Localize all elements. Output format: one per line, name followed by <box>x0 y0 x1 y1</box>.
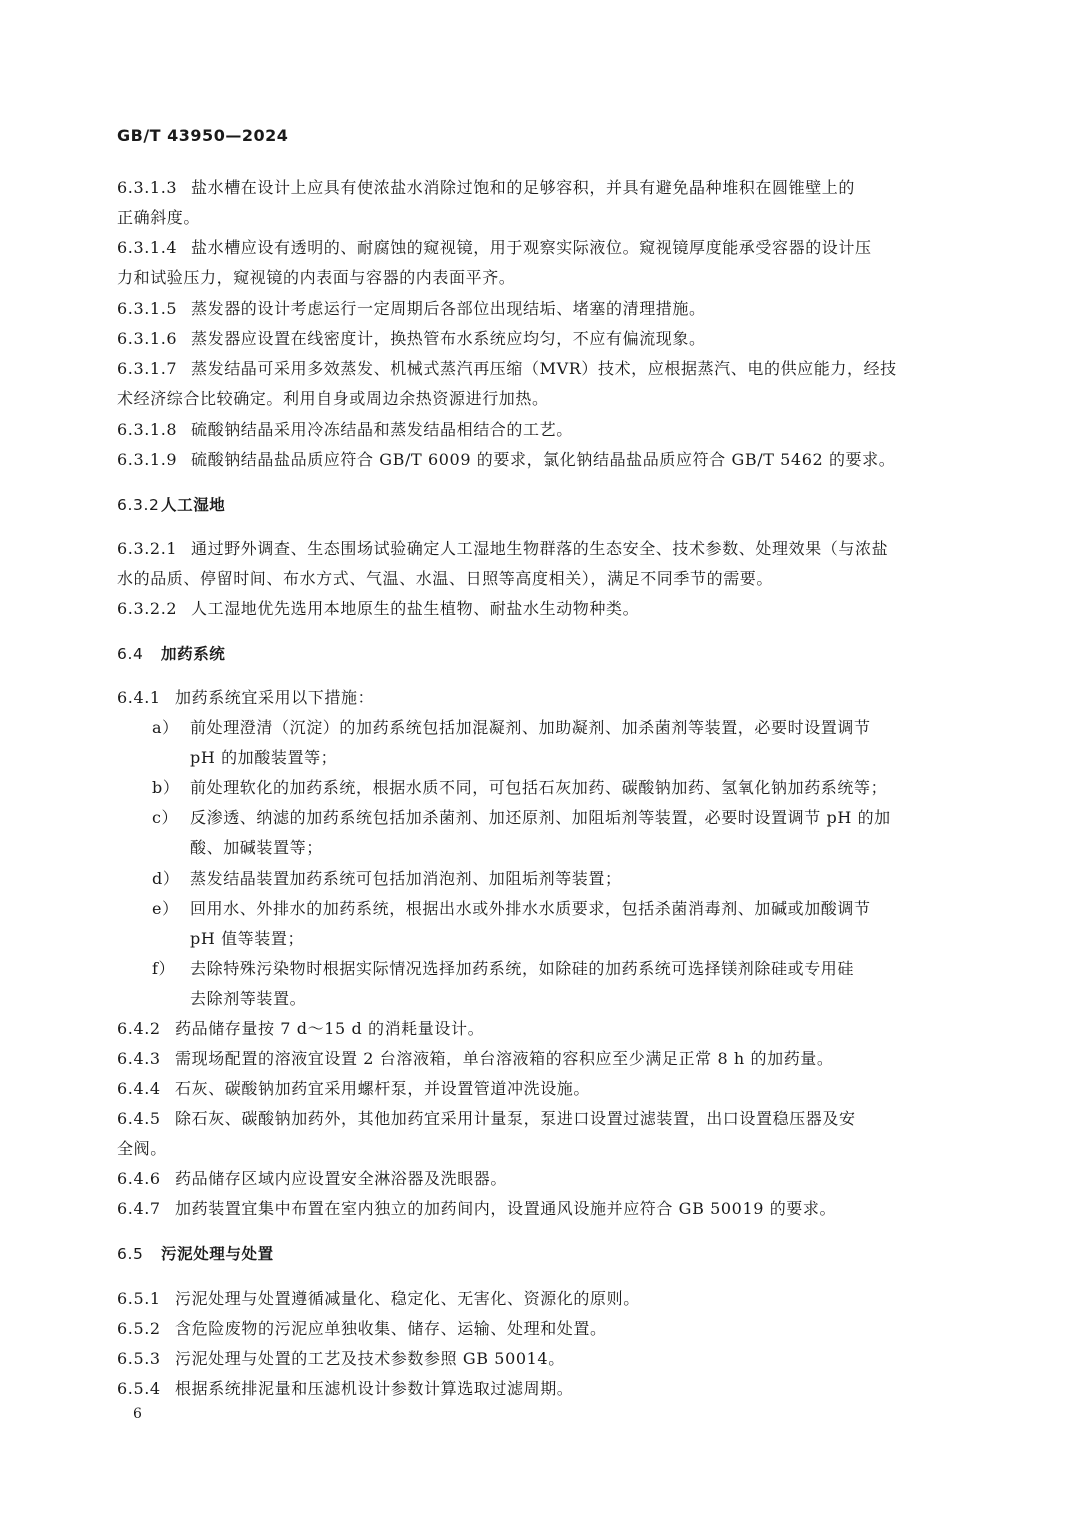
standard-code: GB/T 43950—2024 <box>117 126 289 145</box>
list-item-b <box>152 773 957 803</box>
clause-number: 6.5.4 <box>117 1379 161 1398</box>
clause-text: 需现场配置的溶液宜设置 2 台溶液箱，单台溶液箱的容积应至少满足正常 8 h 的加药量。 <box>175 1049 834 1068</box>
clause-number: 6.3.2.1 <box>117 539 178 558</box>
clause-text: 石灰、碳酸钠加药宜采用螺杆泵，并设置管道冲洗设施。 <box>175 1079 591 1098</box>
clause-6-5-3 <box>117 1344 957 1374</box>
clause-text: 蒸发器的设计考虑运行一定周期后各部位出现结垢、堵塞的清理措施。 <box>191 299 706 318</box>
heading-number: 6.4 <box>117 645 144 663</box>
list-item-d <box>152 864 957 894</box>
clause-text: 硫酸钠结晶采用冷冻结晶和蒸发结晶相结合的工艺。 <box>191 420 573 439</box>
clause-text: 蒸发结晶可采用多效蒸发、机械式蒸汽再压缩（MVR）技术，应根据蒸汽、电的供应能力，经技 <box>191 359 897 378</box>
list-item-a <box>152 713 957 743</box>
clause-number: 6.4.2 <box>117 1019 161 1038</box>
heading-number: 6.5 <box>117 1245 144 1263</box>
clause-number: 6.4.5 <box>117 1109 161 1128</box>
clause-text: 硫酸钠结晶盐品质应符合 GB/T 6009 的要求，氯化钠结晶盐品质应符合 GB/T 5462 的要求。 <box>191 450 896 469</box>
section-heading-6-4 <box>117 639 957 669</box>
clause-number: 6.3.1.6 <box>117 329 178 348</box>
clause-6-5-2 <box>117 1314 957 1344</box>
heading-number: 6.3.2 <box>117 496 160 514</box>
clause-text-continued: 正确斜度。 <box>117 208 201 227</box>
clause-text: 除石灰、碳酸钠加药外，其他加药宜采用计量泵，泵进口设置过滤装置，出口设置稳压器及安 <box>175 1109 856 1128</box>
list-text-continued: 酸、加碱装置等； <box>190 838 323 857</box>
list-label: b） <box>152 778 180 797</box>
list-label: f） <box>152 959 176 978</box>
heading-title: 人工湿地 <box>161 496 226 514</box>
clause-6-3-1-5 <box>117 294 957 324</box>
clause-text-continued: 全阀。 <box>117 1139 167 1158</box>
section-heading-6-3-2 <box>117 490 957 520</box>
clause-6-4-5 <box>117 1104 957 1134</box>
clause-number: 6.4.1 <box>117 688 161 707</box>
clause-text: 加药系统宜采用以下措施： <box>175 688 375 707</box>
heading-title: 加药系统 <box>161 645 226 663</box>
list-text: 前处理软化的加药系统，根据水质不同，可包括石灰加药、碳酸钠加药、氢氧化钠加药系统等； <box>190 778 888 797</box>
clause-number: 6.4.3 <box>117 1049 161 1068</box>
clause-text: 药品储存区域内应设置安全淋浴器及洗眼器。 <box>175 1169 508 1188</box>
list-item-f <box>152 954 957 984</box>
clause-number: 6.4.4 <box>117 1079 161 1098</box>
list-text: 反渗透、纳滤的加药系统包括加杀菌剂、加还原剂、加阻垢剂等装置，必要时设置调节 pH 的加 <box>190 808 891 827</box>
clause-6-4-2 <box>117 1014 957 1044</box>
clause-text: 人工湿地优先选用本地原生的盐生植物、耐盐水生动物种类。 <box>191 599 640 618</box>
clause-text: 药品储存量按 7 d～15 d 的消耗量设计。 <box>175 1019 485 1038</box>
list-text: 回用水、外排水的加药系统，根据出水或外排水水质要求，包括杀菌消毒剂、加碱或加酸调节 <box>190 899 871 918</box>
clause-6-4-4 <box>117 1074 957 1104</box>
clause-6-4-7 <box>117 1194 957 1224</box>
clause-number: 6.3.1.8 <box>117 420 178 439</box>
clause-6-3-1-6 <box>117 324 957 354</box>
list-label: a） <box>152 718 179 737</box>
clause-6-3-1-3 <box>117 173 957 203</box>
clause-6-5-4 <box>117 1374 957 1404</box>
list-text: 前处理澄清（沉淀）的加药系统包括加混凝剂、加助凝剂、加杀菌剂等装置，必要时设置调节 <box>190 718 871 737</box>
clause-text: 盐水槽在设计上应具有使浓盐水消除过饱和的足够容积，并具有避免晶种堆积在圆锥壁上的 <box>191 178 856 197</box>
clause-text: 盐水槽应设有透明的、耐腐蚀的窥视镜，用于观察实际液位。窥视镜厚度能承受容器的设计压 <box>191 238 872 257</box>
clause-6-3-1-9 <box>117 445 957 475</box>
list-label: c） <box>152 808 179 827</box>
list-item-e <box>152 894 957 924</box>
clause-6-3-2-2 <box>117 594 957 624</box>
clause-text: 通过野外调查、生态围场试验确定人工湿地生物群落的生态安全、技术参数、处理效果（与浓盐 <box>191 539 889 558</box>
clause-6-3-1-8 <box>117 415 957 445</box>
list-label: d） <box>152 869 180 888</box>
clause-number: 6.3.1.3 <box>117 178 178 197</box>
clause-number: 6.3.2.2 <box>117 599 178 618</box>
clause-6-3-1-7 <box>117 354 957 384</box>
clause-number: 6.3.1.5 <box>117 299 178 318</box>
clause-number: 6.4.7 <box>117 1199 161 1218</box>
clause-text-continued: 水的品质、停留时间、布水方式、气温、水温、日照等高度相关），满足不同季节的需要。 <box>117 569 774 588</box>
clause-6-5-1 <box>117 1284 957 1314</box>
clause-text: 含危险废物的污泥应单独收集、储存、运输、处理和处置。 <box>175 1319 607 1338</box>
list-text-continued: pH 值等装置； <box>190 929 305 948</box>
list-text-continued: pH 的加酸装置等； <box>190 748 338 767</box>
clause-number: 6.5.3 <box>117 1349 161 1368</box>
clause-text: 蒸发器应设置在线密度计，换热管布水系统应均匀，不应有偏流现象。 <box>191 329 706 348</box>
clause-6-4-6 <box>117 1164 957 1194</box>
clause-6-3-1-4 <box>117 233 957 263</box>
section-heading-6-5 <box>117 1239 957 1269</box>
heading-title: 污泥处理与处置 <box>161 1245 274 1263</box>
list-text: 蒸发结晶装置加药系统可包括加消泡剂、加阻垢剂等装置； <box>190 869 622 888</box>
clause-text-continued: 术经济综合比较确定。利用自身或周边余热资源进行加热。 <box>117 389 549 408</box>
clause-text-continued: 力和试验压力，窥视镜的内表面与容器的内表面平齐。 <box>117 268 516 287</box>
clause-text: 污泥处理与处置的工艺及技术参数参照 GB 50014。 <box>175 1349 565 1368</box>
list-label: e） <box>152 899 179 918</box>
clause-6-4-3 <box>117 1044 957 1074</box>
page-number: 6 <box>133 1406 142 1422</box>
clause-number: 6.3.1.4 <box>117 238 178 257</box>
clause-number: 6.5.2 <box>117 1319 161 1338</box>
clause-6-3-2-1 <box>117 534 957 564</box>
clause-text: 污泥处理与处置遵循减量化、稳定化、无害化、资源化的原则。 <box>175 1289 640 1308</box>
clause-number: 6.5.1 <box>117 1289 161 1308</box>
clause-text: 加药装置宜集中布置在室内独立的加药间内，设置通风设施并应符合 GB 50019 的要求。 <box>175 1199 837 1218</box>
clause-number: 6.3.1.9 <box>117 450 178 469</box>
clause-number: 6.4.6 <box>117 1169 161 1188</box>
list-text: 去除特殊污染物时根据实际情况选择加药系统，如除硅的加药系统可选择镁剂除硅或专用硅 <box>190 959 855 978</box>
clause-6-4-1 <box>117 683 957 713</box>
list-item-c <box>152 803 957 833</box>
clause-text: 根据系统排泥量和压滤机设计参数计算选取过滤周期。 <box>175 1379 574 1398</box>
clause-number: 6.3.1.7 <box>117 359 178 378</box>
list-text-continued: 去除剂等装置。 <box>190 989 307 1008</box>
